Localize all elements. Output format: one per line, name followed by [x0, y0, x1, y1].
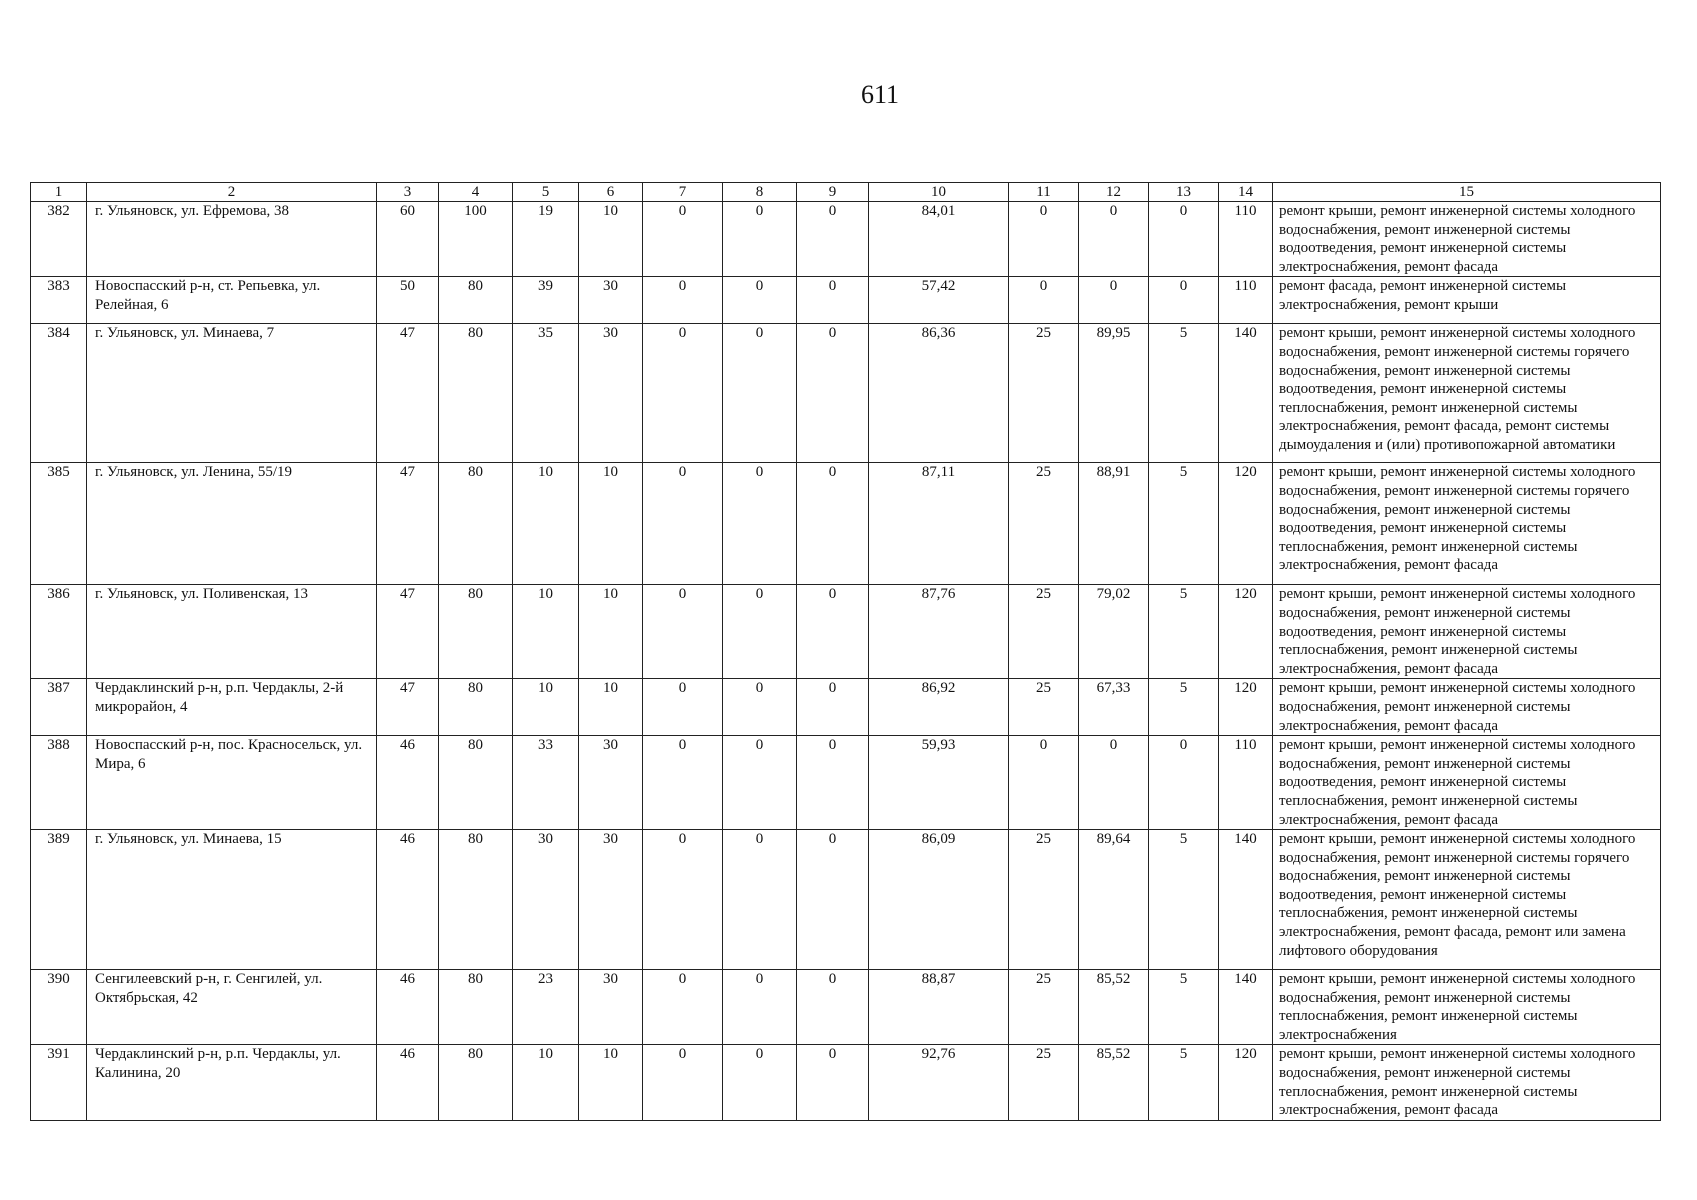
- table-cell: 140: [1219, 970, 1273, 1045]
- table-cell: ремонт крыши, ремонт инженерной системы холодного водоснабжения, ремонт инженерной системы горячего водоснабжения, ремонт инженерной системы водоотведения, ремонт инженерной системы теплоснабжения, ремонт инженерной системы электроснабжения, ремонт фасада, ремонт системы дымоудаления и (или) противопожарной автоматики: [1273, 324, 1661, 463]
- table-cell: г. Ульяновск, ул. Ефремова, 38: [87, 202, 377, 277]
- table-cell: 84,01: [869, 202, 1009, 277]
- table-cell: 0: [797, 736, 869, 830]
- table-row: [31, 277, 1661, 324]
- table-cell: ремонт крыши, ремонт инженерной системы холодного водоснабжения, ремонт инженерной системы водоотведения, ремонт инженерной системы теплоснабжения, ремонт инженерной системы электроснабжения, ремонт фасада: [1273, 585, 1661, 679]
- table-cell: 5: [1149, 1045, 1219, 1120]
- table-cell: 10: [579, 1045, 643, 1120]
- table-cell: 19: [513, 202, 579, 277]
- table-cell: 0: [1149, 736, 1219, 830]
- table-cell: 5: [1149, 830, 1219, 970]
- table-cell: 30: [513, 830, 579, 970]
- table-cell: Новоспасский р-н, ст. Репьевка, ул. Релейная, 6: [87, 277, 377, 324]
- table-cell: 120: [1219, 1045, 1273, 1120]
- table-cell: 25: [1009, 585, 1079, 679]
- table-row: [31, 736, 1661, 830]
- table-cell: 80: [439, 1045, 513, 1120]
- table-cell: 0: [1149, 202, 1219, 277]
- table-cell: 120: [1219, 463, 1273, 585]
- column-header: 8: [723, 183, 797, 202]
- table-cell: 0: [643, 1045, 723, 1120]
- table-cell: 46: [377, 736, 439, 830]
- table-cell: 92,76: [869, 1045, 1009, 1120]
- table-cell: Чердаклинский р-н, р.п. Чердаклы, ул. Калинина, 20: [87, 1045, 377, 1120]
- table-cell: 0: [797, 1045, 869, 1120]
- table-row: [31, 679, 1661, 736]
- table-cell: 0: [643, 970, 723, 1045]
- table-cell: 60: [377, 202, 439, 277]
- table-cell: 46: [377, 970, 439, 1045]
- table-cell: 59,93: [869, 736, 1009, 830]
- table-cell: 25: [1009, 830, 1079, 970]
- table-cell: 25: [1009, 463, 1079, 585]
- table-cell: 39: [513, 277, 579, 324]
- repair-program-table: [30, 182, 1661, 1121]
- table-cell: 30: [579, 830, 643, 970]
- table-cell: 89,95: [1079, 324, 1149, 463]
- column-header: 7: [643, 183, 723, 202]
- table-cell: 0: [797, 970, 869, 1045]
- table-cell: 0: [723, 679, 797, 736]
- table-cell: 0: [643, 736, 723, 830]
- table-cell: 0: [643, 585, 723, 679]
- column-header: 11: [1009, 183, 1079, 202]
- table-cell: 384: [31, 324, 87, 463]
- table-cell: 23: [513, 970, 579, 1045]
- table-cell: 389: [31, 830, 87, 970]
- table-cell: 89,64: [1079, 830, 1149, 970]
- table-cell: 0: [1149, 277, 1219, 324]
- column-header: 13: [1149, 183, 1219, 202]
- column-header: 2: [87, 183, 377, 202]
- table-cell: 30: [579, 324, 643, 463]
- table-cell: 57,42: [869, 277, 1009, 324]
- table-cell: 0: [797, 679, 869, 736]
- table-cell: 0: [1009, 736, 1079, 830]
- table-cell: 50: [377, 277, 439, 324]
- table-cell: г. Ульяновск, ул. Минаева, 15: [87, 830, 377, 970]
- table-cell: 0: [1009, 277, 1079, 324]
- table-cell: 10: [579, 202, 643, 277]
- table-cell: 0: [723, 463, 797, 585]
- column-header: 6: [579, 183, 643, 202]
- column-header: 12: [1079, 183, 1149, 202]
- table-cell: ремонт крыши, ремонт инженерной системы холодного водоснабжения, ремонт инженерной системы электроснабжения, ремонт фасада: [1273, 679, 1661, 736]
- table-cell: 382: [31, 202, 87, 277]
- column-header: 14: [1219, 183, 1273, 202]
- table-cell: 47: [377, 585, 439, 679]
- table-cell: г. Ульяновск, ул. Ленина, 55/19: [87, 463, 377, 585]
- table-cell: 383: [31, 277, 87, 324]
- column-header: 5: [513, 183, 579, 202]
- table-cell: 46: [377, 1045, 439, 1120]
- table-cell: 10: [579, 679, 643, 736]
- table-cell: 80: [439, 324, 513, 463]
- column-header: 1: [31, 183, 87, 202]
- table-cell: 85,52: [1079, 1045, 1149, 1120]
- table-cell: 88,91: [1079, 463, 1149, 585]
- table-cell: ремонт крыши, ремонт инженерной системы холодного водоснабжения, ремонт инженерной системы горячего водоснабжения, ремонт инженерной системы водоотведения, ремонт инженерной системы теплоснабжения, ремонт инженерной системы электроснабжения, ремонт фасада: [1273, 463, 1661, 585]
- table-cell: 79,02: [1079, 585, 1149, 679]
- table-cell: 47: [377, 463, 439, 585]
- column-header: 9: [797, 183, 869, 202]
- table-cell: ремонт крыши, ремонт инженерной системы холодного водоснабжения, ремонт инженерной системы водоотведения, ремонт инженерной системы теплоснабжения, ремонт инженерной системы электроснабжения, ремонт фасада: [1273, 736, 1661, 830]
- table-cell: 80: [439, 463, 513, 585]
- table-cell: 0: [797, 277, 869, 324]
- table-cell: 0: [643, 324, 723, 463]
- header-row: [31, 183, 1661, 202]
- table-cell: 120: [1219, 585, 1273, 679]
- table-cell: 391: [31, 1045, 87, 1120]
- table-cell: 86,09: [869, 830, 1009, 970]
- table-cell: ремонт крыши, ремонт инженерной системы холодного водоснабжения, ремонт инженерной системы водоотведения, ремонт инженерной системы электроснабжения, ремонт фасада: [1273, 202, 1661, 277]
- table-cell: 0: [643, 463, 723, 585]
- table-cell: 100: [439, 202, 513, 277]
- table-cell: 10: [513, 679, 579, 736]
- table-cell: 25: [1009, 1045, 1079, 1120]
- table-cell: 80: [439, 970, 513, 1045]
- table-cell: 5: [1149, 679, 1219, 736]
- table-cell: 386: [31, 585, 87, 679]
- table-cell: 5: [1149, 463, 1219, 585]
- table-cell: 80: [439, 679, 513, 736]
- table-cell: 0: [643, 679, 723, 736]
- table-cell: 110: [1219, 736, 1273, 830]
- table-cell: 385: [31, 463, 87, 585]
- table-cell: 47: [377, 324, 439, 463]
- table-cell: 0: [643, 830, 723, 970]
- table-cell: 87,76: [869, 585, 1009, 679]
- table-cell: Сенгилеевский р-н, г. Сенгилей, ул. Октябрьская, 42: [87, 970, 377, 1045]
- table-cell: 33: [513, 736, 579, 830]
- column-header: 3: [377, 183, 439, 202]
- table-cell: 0: [643, 202, 723, 277]
- table-cell: ремонт крыши, ремонт инженерной системы холодного водоснабжения, ремонт инженерной системы теплоснабжения, ремонт инженерной системы электроснабжения: [1273, 970, 1661, 1045]
- table-row: [31, 324, 1661, 463]
- table-cell: 0: [797, 463, 869, 585]
- table-row: [31, 830, 1661, 970]
- table-cell: 30: [579, 736, 643, 830]
- table-cell: 5: [1149, 970, 1219, 1045]
- table-cell: 390: [31, 970, 87, 1045]
- table-cell: 0: [723, 1045, 797, 1120]
- table-cell: 10: [579, 463, 643, 585]
- table-cell: 0: [797, 830, 869, 970]
- table-cell: 0: [797, 202, 869, 277]
- table-cell: 35: [513, 324, 579, 463]
- table-cell: 10: [513, 585, 579, 679]
- table-cell: 110: [1219, 202, 1273, 277]
- table-cell: г. Ульяновск, ул. Поливенская, 13: [87, 585, 377, 679]
- table-cell: 0: [1009, 202, 1079, 277]
- table-cell: 0: [723, 202, 797, 277]
- table-cell: 25: [1009, 324, 1079, 463]
- table-cell: 0: [1079, 736, 1149, 830]
- table-cell: 0: [723, 736, 797, 830]
- table-cell: 80: [439, 585, 513, 679]
- page-number: 611: [860, 80, 900, 109]
- table-cell: 0: [1079, 277, 1149, 324]
- table-cell: ремонт крыши, ремонт инженерной системы холодного водоснабжения, ремонт инженерной системы горячего водоснабжения, ремонт инженерной системы водоотведения, ремонт инженерной системы теплоснабжения, ремонт инженерной системы электроснабжения, ремонт фасада, ремонт или замена лифтового оборудования: [1273, 830, 1661, 970]
- table-cell: 387: [31, 679, 87, 736]
- table-cell: ремонт фасада, ремонт инженерной системы электроснабжения, ремонт крыши: [1273, 277, 1661, 324]
- column-header: 10: [869, 183, 1009, 202]
- table-cell: 0: [797, 324, 869, 463]
- table-cell: 80: [439, 830, 513, 970]
- table-cell: Чердаклинский р-н, р.п. Чердаклы, 2-й микрорайон, 4: [87, 679, 377, 736]
- table-cell: 86,36: [869, 324, 1009, 463]
- table-cell: 30: [579, 970, 643, 1045]
- table-cell: 388: [31, 736, 87, 830]
- table-cell: 86,92: [869, 679, 1009, 736]
- table-cell: 0: [723, 585, 797, 679]
- table-cell: 0: [723, 830, 797, 970]
- table-cell: 80: [439, 277, 513, 324]
- table-row: [31, 970, 1661, 1045]
- table-cell: 140: [1219, 830, 1273, 970]
- table-cell: Новоспасский р-н, пос. Красносельск, ул. Мира, 6: [87, 736, 377, 830]
- table-cell: 25: [1009, 679, 1079, 736]
- table-cell: 0: [723, 277, 797, 324]
- column-header: 15: [1273, 183, 1661, 202]
- table-cell: 5: [1149, 585, 1219, 679]
- table-cell: 10: [579, 585, 643, 679]
- table-cell: 47: [377, 679, 439, 736]
- table-cell: 0: [1079, 202, 1149, 277]
- table-cell: 46: [377, 830, 439, 970]
- table-cell: 0: [797, 585, 869, 679]
- table-cell: 140: [1219, 324, 1273, 463]
- table-cell: 80: [439, 736, 513, 830]
- table-cell: ремонт крыши, ремонт инженерной системы холодного водоснабжения, ремонт инженерной системы теплоснабжения, ремонт инженерной системы электроснабжения, ремонт фасада: [1273, 1045, 1661, 1120]
- table-cell: 30: [579, 277, 643, 324]
- table-cell: 0: [723, 324, 797, 463]
- table-cell: г. Ульяновск, ул. Минаева, 7: [87, 324, 377, 463]
- table-row: [31, 1045, 1661, 1120]
- table-cell: 87,11: [869, 463, 1009, 585]
- table-cell: 110: [1219, 277, 1273, 324]
- table-cell: 0: [643, 277, 723, 324]
- table-row: [31, 463, 1661, 585]
- table-cell: 10: [513, 463, 579, 585]
- table-cell: 85,52: [1079, 970, 1149, 1045]
- table-cell: 0: [723, 970, 797, 1045]
- table-cell: 88,87: [869, 970, 1009, 1045]
- table-row: [31, 202, 1661, 277]
- column-header: 4: [439, 183, 513, 202]
- table-cell: 25: [1009, 970, 1079, 1045]
- table-cell: 67,33: [1079, 679, 1149, 736]
- table-cell: 5: [1149, 324, 1219, 463]
- table-cell: 120: [1219, 679, 1273, 736]
- table-row: [31, 585, 1661, 679]
- table-cell: 10: [513, 1045, 579, 1120]
